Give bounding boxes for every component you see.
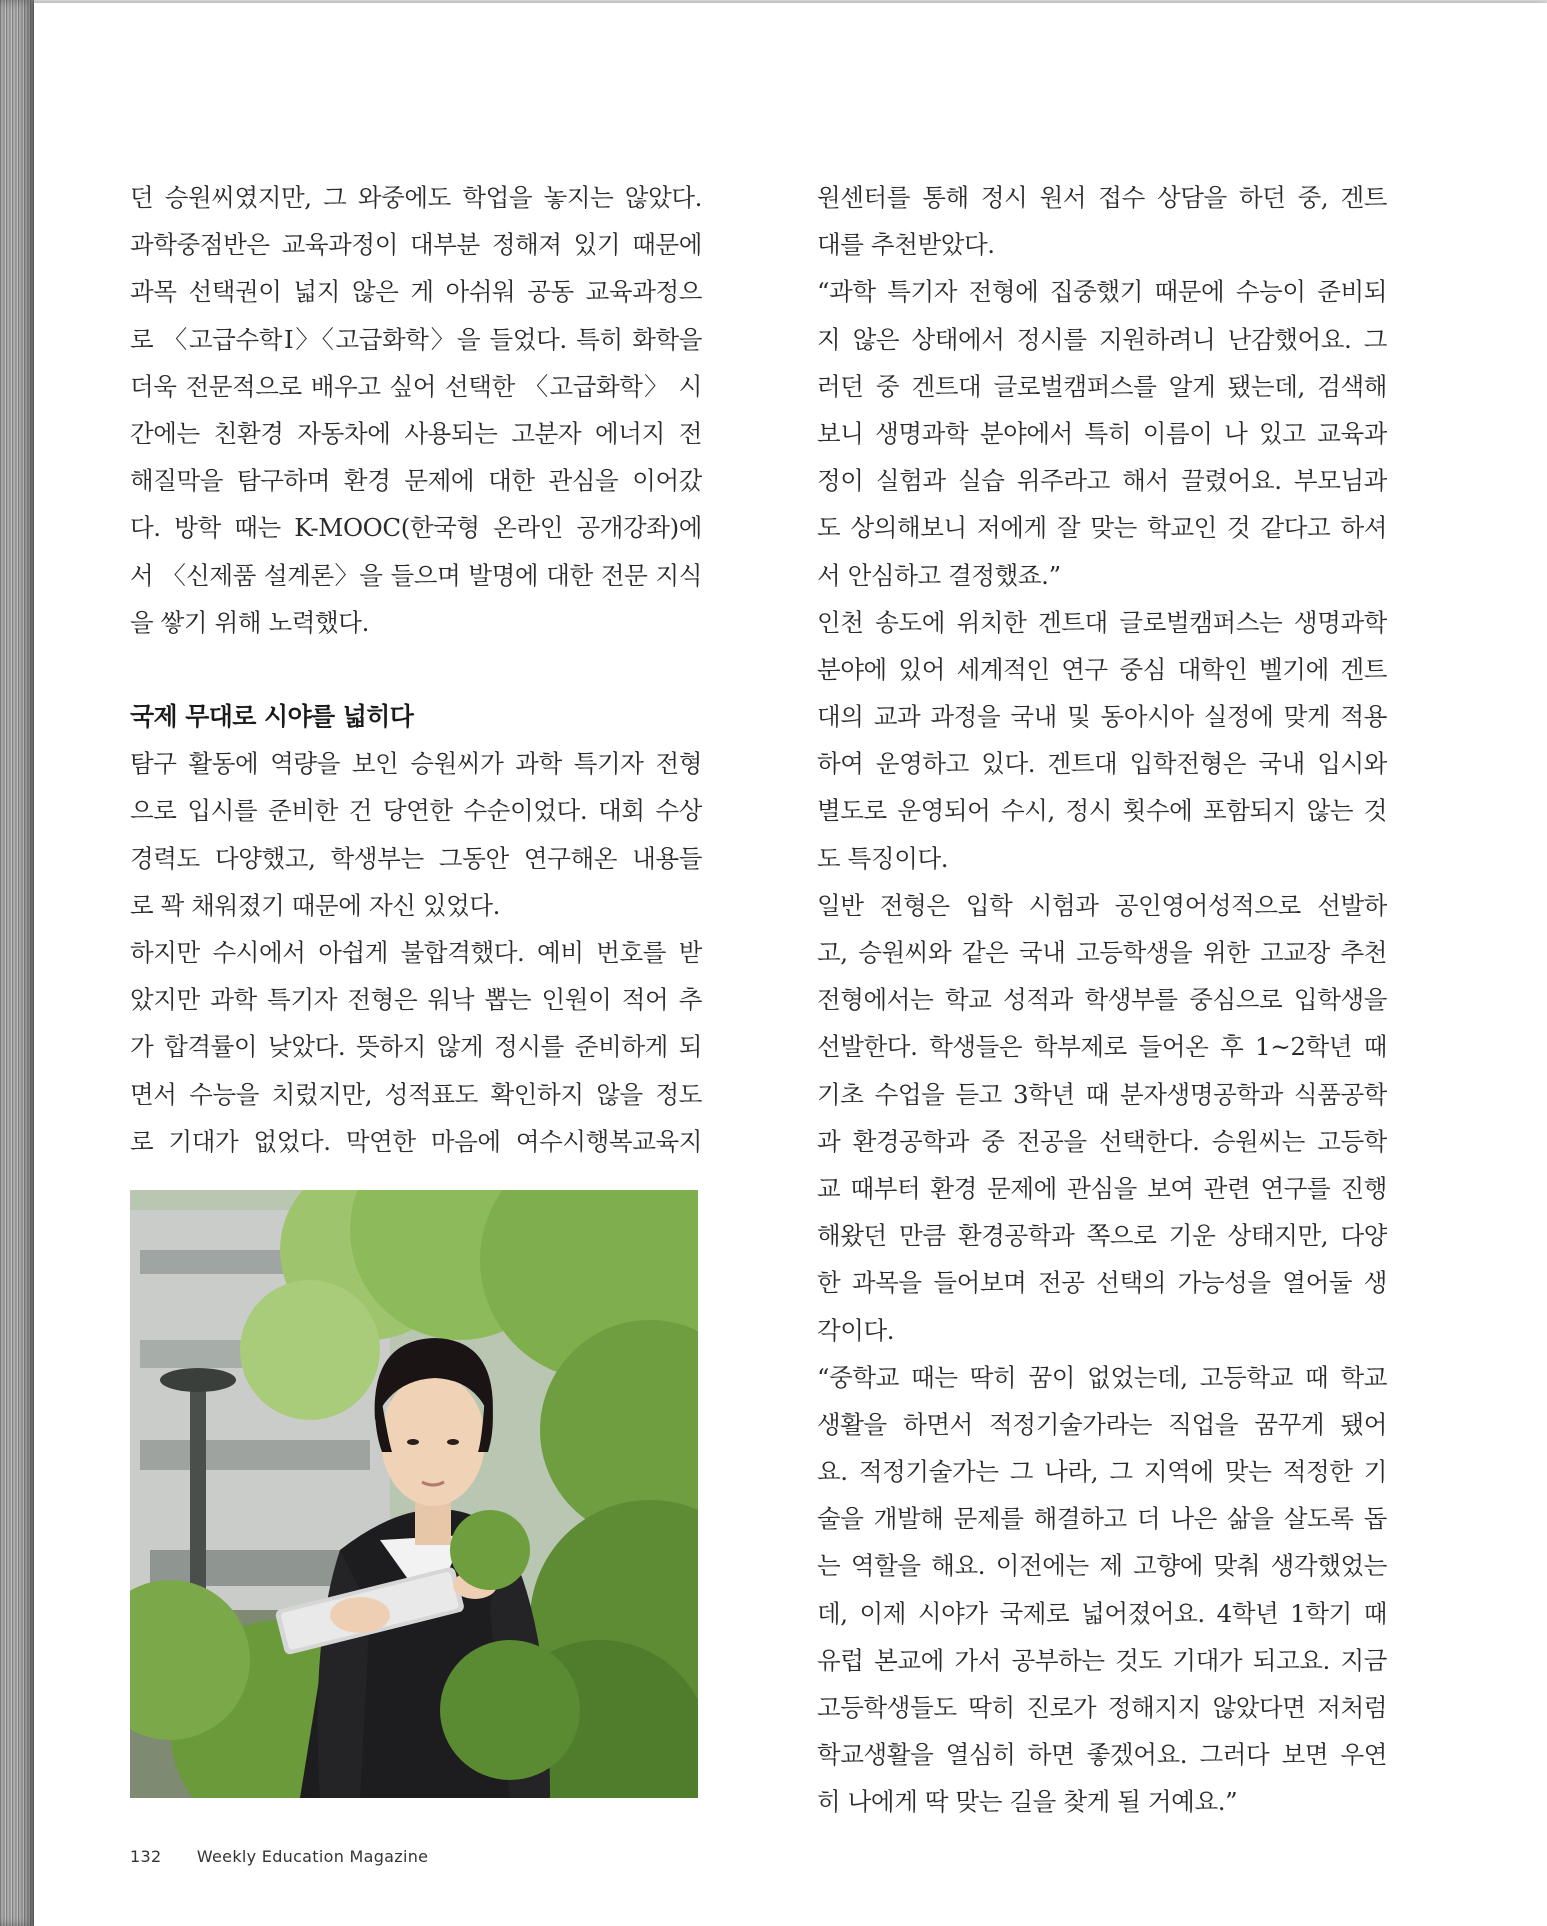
- text-line: 정이 실험과 실습 위주라고 해서 끌렸어요. 부모님과: [817, 466, 1387, 496]
- text-line: 해질막을 탐구하며 환경 문제에 대한 관심을 이어갔: [130, 466, 702, 496]
- right-paragraph-3: [817, 882, 1387, 1354]
- text-line: 로 꽉 채워졌기 때문에 자신 있었다.: [130, 890, 501, 920]
- text-line: 로 기대가 없었다. 막연한 마음에 여수시행복교육지: [130, 1126, 702, 1156]
- right-quote-2: [817, 1354, 1387, 1826]
- text-line: 으로 입시를 준비한 건 당연한 수순이었다. 대회 수상: [130, 796, 702, 826]
- text-line: 탐구 활동에 역량을 보인 승원씨가 과학 특기자 전형: [130, 749, 702, 779]
- text-line: 더욱 전문적으로 배우고 싶어 선택한 〈고급화학〉 시: [130, 371, 702, 401]
- text-line: 과 환경공학과 중 전공을 선택한다. 승원씨는 고등학: [817, 1126, 1387, 1156]
- text-line: 유럽 본교에 가서 공부하는 것도 기대가 되고요. 지금: [817, 1645, 1387, 1675]
- text-line: 요. 적정기술가는 그 나라, 그 지역에 맞는 적정한 기: [817, 1457, 1387, 1487]
- page-number: 132: [130, 1847, 162, 1866]
- text-line: 서 안심하고 결정했죠.”: [817, 560, 1061, 590]
- text-line: 로 〈고급수학Ⅰ〉〈고급화학〉을 들었다. 특히 화학을: [130, 324, 702, 354]
- text-line: 대의 교과 과정을 국내 및 동아시아 실정에 맞게 적용: [817, 702, 1387, 732]
- text-line: 기초 수업을 듣고 3학년 때 분자생명공학과 식품공학: [817, 1079, 1387, 1109]
- left-column: [130, 174, 702, 1165]
- text-line: 고등학생들도 딱히 진로가 정해지지 않았다면 저처럼: [817, 1693, 1387, 1722]
- text-line: 전형에서는 학교 성적과 학생부를 중심으로 입학생을: [817, 985, 1387, 1015]
- magazine-name: Weekly Education Magazine: [196, 1847, 429, 1866]
- text-line: 하지만 수시에서 아쉽게 불합격했다. 예비 번호를 받: [130, 938, 702, 967]
- text-line: 인천 송도에 위치한 겐트대 글로벌캠퍼스는 생명과학: [817, 607, 1387, 637]
- left-paragraph-2: [130, 740, 702, 929]
- page-footer: [130, 1847, 428, 1866]
- text-line: 다. 방학 때는 K-MOOC(한국형 온라인 공개강좌)에: [130, 513, 702, 543]
- text-line: 가 합격률이 낮았다. 뜻하지 않게 정시를 준비하게 되: [130, 1032, 702, 1062]
- text-line: 았지만 과학 특기자 전형은 워낙 뽑는 인원이 적어 추: [130, 985, 702, 1015]
- text-line: 지 않은 상태에서 정시를 지원하려니 난감했어요. 그: [817, 324, 1387, 354]
- student-photo: [130, 1190, 698, 1798]
- text-line: 도 특징이다.: [817, 843, 949, 873]
- student-photo-illustration: [130, 1190, 698, 1798]
- left-paragraph-1: [130, 174, 702, 646]
- text-line: “중학교 때는 딱히 꿈이 없었는데, 고등학교 때 학교: [817, 1362, 1387, 1392]
- text-line: 과목 선택권이 넓지 않은 게 아쉬워 공동 교육과정으: [130, 277, 702, 307]
- text-line: 히 나에게 딱 맞는 길을 찾게 될 거예요.”: [817, 1787, 1238, 1817]
- text-line: 한 과목을 들어보며 전공 선택의 가능성을 열어둘 생: [817, 1268, 1387, 1298]
- text-line: 는 역할을 해요. 이전에는 제 고향에 맞춰 생각했었는: [817, 1551, 1387, 1581]
- text-line: 학교생활을 열심히 하면 좋겠어요. 그러다 보면 우연: [817, 1740, 1387, 1770]
- right-paragraph-1: [817, 174, 1387, 268]
- text-line: 던 승원씨였지만, 그 와중에도 학업을 놓지는 않았다.: [130, 183, 702, 212]
- text-line: 과학중점반은 교육과정이 대부분 정해져 있기 때문에: [130, 230, 702, 260]
- text-line: 하여 운영하고 있다. 겐트대 입학전형은 국내 입시와: [817, 749, 1387, 779]
- book-page-edges: [0, 0, 34, 1926]
- text-line: 면서 수능을 치렀지만, 성적표도 확인하지 않을 정도: [130, 1079, 702, 1109]
- text-line: 보니 생명과학 분야에서 특히 이름이 나 있고 교육과: [817, 418, 1387, 448]
- right-quote-1: [817, 268, 1387, 598]
- text-line: “과학 특기자 전형에 집중했기 때문에 수능이 준비되: [817, 277, 1387, 307]
- text-line: 별도로 운영되어 수시, 정시 횟수에 포함되지 않는 것: [817, 796, 1387, 826]
- text-line: 해왔던 만큼 환경공학과 쪽으로 기운 상태지만, 다양: [817, 1221, 1387, 1251]
- text-line: 고, 승원씨와 같은 국내 고등학생을 위한 고교장 추천: [817, 938, 1387, 967]
- text-line: 술을 개발해 문제를 해결하고 더 나은 삶을 살도록 돕: [817, 1504, 1387, 1534]
- text-line: 도 상의해보니 저에게 잘 맞는 학교인 것 같다고 하셔: [817, 513, 1387, 543]
- text-line: 각이다.: [817, 1315, 895, 1345]
- text-line: 대를 추천받았다.: [817, 230, 995, 260]
- text-line: 경력도 다양했고, 학생부는 그동안 연구해온 내용들: [130, 843, 702, 873]
- text-line: 데, 이제 시야가 국제로 넓어졌어요. 4학년 1학기 때: [817, 1598, 1387, 1628]
- section-subheading: 국제 무대로 시야를 넓히다: [130, 702, 414, 732]
- text-line: 간에는 친환경 자동차에 사용되는 고분자 에너지 전: [130, 418, 702, 448]
- right-paragraph-2: [817, 599, 1387, 882]
- text-line: 러던 중 겐트대 글로벌캠퍼스를 알게 됐는데, 검색해: [817, 371, 1387, 401]
- text-line: 서 〈신제품 설계론〉을 들으며 발명에 대한 전문 지식: [130, 560, 702, 590]
- text-line: 교 때부터 환경 문제에 관심을 보여 관련 연구를 진행: [817, 1173, 1387, 1203]
- text-line: 일반 전형은 입학 시험과 공인영어성적으로 선발하: [817, 890, 1387, 920]
- text-line: 생활을 하면서 적정기술가라는 직업을 꿈꾸게 됐어: [817, 1409, 1387, 1439]
- text-line: 분야에 있어 세계적인 연구 중심 대학인 벨기에 겐트: [817, 654, 1387, 684]
- right-column: [817, 174, 1387, 1826]
- text-line: 원센터를 통해 정시 원서 접수 상담을 하던 중, 겐트: [817, 183, 1387, 212]
- text-line: 선발한다. 학생들은 학부제로 들어온 후 1~2학년 때: [817, 1032, 1387, 1062]
- left-paragraph-3: [130, 929, 702, 1165]
- text-line: 을 쌓기 위해 노력했다.: [130, 607, 369, 637]
